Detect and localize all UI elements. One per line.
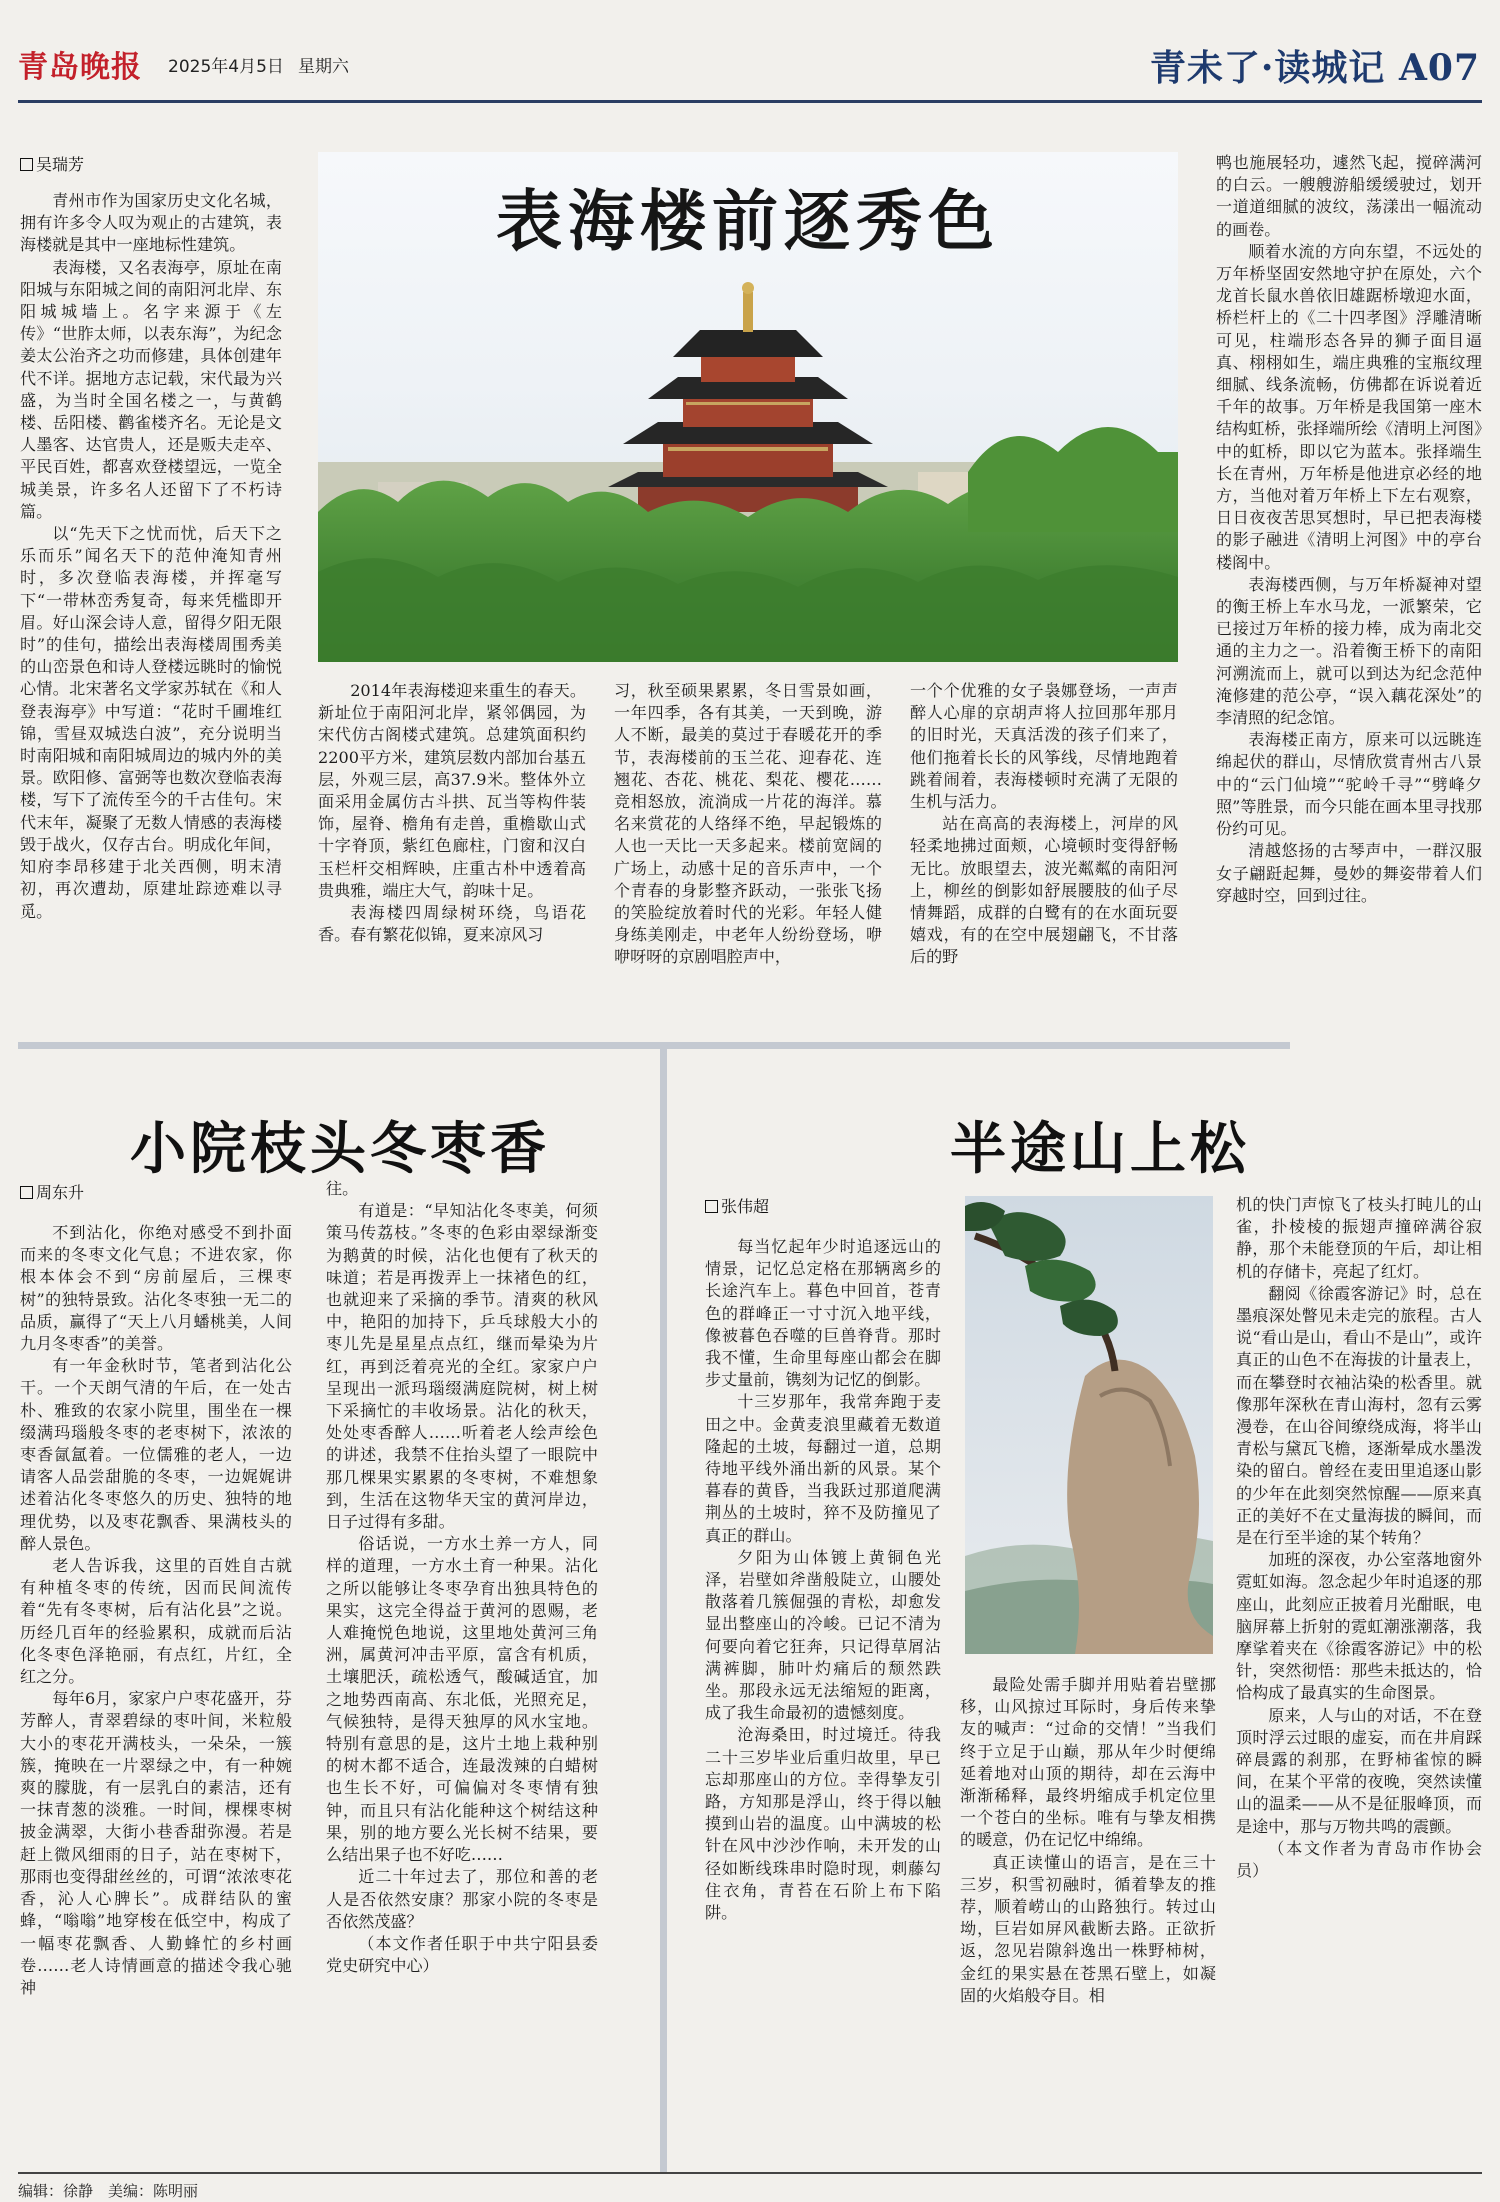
article3-column-1: 每当忆起年少时追逐远山的情景，记忆总定格在那辆离乡的长途汽车上。暮色中回首，苍青色的群峰正一寸寸沉入地平线，像被暮色吞噬的巨兽脊背。那时我不懂，生命里每座山都会在脚步丈量前，镌刻为记忆的倒影。 十三岁那年，我常奔跑于麦田之中。金黄麦浪里藏着无数道隆起的土坡，每翻过一道，总期待地平线外涌出新的风景。某个暮春的黄昏，当我跃过那道爬满荆丛的土坡时，猝不及防撞见了真正的群山。 夕阳为山体镀上黄铜色光泽，岩壁如斧凿般陡立，山腰处散落着几簇倔强的青松，却愈发显出整座山的冷峻。已记不清为何要向着它狂奔，只记得草屑沾满裤脚，肺叶灼痛后的颓然跌坐。那段永远无法缩短的距离，成了我生命最初的遗憾刻度。 沧海桑田，时过境迁。待我二十三岁毕业后重归故里，早已忘却那座山的方位。幸得挚友引路，方知那是浮山，终于得以触摸到山岩的温度。山中满坡的松针在风中沙沙作响，未开发的山径如断线珠串时隐时现，刺藤勾住衣角，青苔在石阶上布下陷阱。	[705, 1237, 941, 1923]
article1-byline: 吴瑞芳	[20, 152, 84, 175]
bottom-rule	[18, 2172, 1482, 2174]
article1-column-1: 青州市作为国家历史文化名城，拥有许多令人叹为观止的古建筑，表海楼就是其中一座地标性建筑。 表海楼，又名表海亭，原址在南阳城与东阳城之间的南阳河北岸、东阳城城墙上。名字来源于《左传》“世胙太师，以表东海”，为纪念姜太公治齐之功而修建，具体创建年代不详。据地方志记载，宋代最为兴盛，为当时全国名楼之一，与黄鹤楼、岳阳楼、鹳雀楼齐名。无论是文人墨客、达官贵人，还是贩夫走卒、平民百姓，都喜欢登楼望远，一览全城美景，许多名人还留下了不朽诗篇。 以“先天下之忧而忧，后天下之乐而乐”闻名天下的范仲淹知青州时，多次登临表海楼，并挥毫写下“一带林峦秀复奇，每来凭槛即开眉。好山深会诗人意，留得夕阳无限时”的佳句，描绘出表海楼周围秀美的山峦景色和诗人登楼远眺时的愉悦心情。北宋著名文学家苏轼在《和人登表海亭》中写道：“花时千圃堆红锦，雪昼双城迭白波”，充分说明当时南阳城和南阳城周边的城内外的美景。欧阳修、富弼等也数次登临表海楼，写下了流传至今的千古佳句。宋代末年，凝聚了无数人情感的表海楼毁于战火，仅存古台。明成化年间，知府李昂移建于北关西侧，明末清初，再次遭劫，原建址踪迹难以寻觅。	[20, 191, 282, 921]
article1-column-4: 一个个优雅的女子袅娜登场，一声声醉人心扉的京胡声将人拉回那年那月的旧时光，天真活泼的孩子们来了，他们拖着长长的风筝线，尽情地跑着跳着闹着，表海楼顿时充满了无限的生机与活力。 站在高高的表海楼上，河岸的风轻柔地拂过面颊，心境顿时变得舒畅无比。放眼望去，波光粼粼的南阳河上，柳丝的倒影如舒展腰肢的仙子尽情舞蹈，成群的白鹭有的在水面玩耍嬉戏，有的在空中展翅翩飞，不甘落后的野	[910, 681, 1178, 967]
article3-title: 半途山上松	[950, 1116, 1250, 1182]
article3-column-3: 机的快门声惊飞了枝头打盹儿的山雀，扑棱棱的振翅声撞碎满谷寂静，那个未能登顶的午后，却让相机的存储卡，亮起了红灯。 翻阅《徐霞客游记》时，总在墨痕深处瞥见未走完的旅程。古人说“看山是山，看山不是山”，或许真正的山色不在海拔的计量表上，而在攀登时衣袖沾染的松香里。就像那年深秋在青山海村，忽有云雾漫卷，在山谷间缭绕成海，将半山青松与黛瓦飞檐，逐渐晕成水墨泼染的留白。曾经在麦田里追逐山影的少年在此刻突然惊醒——原来真正的美好不在丈量海拔的瞬间，而是在行至半途的某个转角？ 加班的深夜，办公室落地窗外霓虹如海。忽念起少年时追逐的那座山，此刻应正披着月光酣眠，电脑屏幕上折射的霓虹潮涨潮落，我摩挲着夹在《徐霞客游记》中的松针，突然彻悟：那些未抵达的，恰恰构成了最真实的生命图景。 原来，人与山的对话，不在登顶时浮云过眼的虚妄，而在井肩踩碎晨露的刹那，在野柿雀惊的瞬间，在某个平常的夜晚，突然读懂山的温柔——从不是征服峰顶，而是途中，那与万物共鸣的震颤。 （本文作者为青岛市作协会员）	[1236, 1195, 1482, 1881]
article3-column-2: 最险处需手脚并用贴着岩壁挪移，山风掠过耳际时，身后传来挚友的喊声：“过命的交情！”当我们终于立足于山巅，那从年少时便绵延着地对山顶的期待，却在云海中渐渐稀释，最终坍缩成手机定位里一个苍白的坐标。唯有与挚友相携的暖意，仍在记忆中绵绵。 真正读懂山的语言，是在三十三岁，积雪初融时，循着挚友的推荐，顺着崂山的山路独行。转过山坳，巨岩如屏风截断去路。正欲折返，忽见岩隙斜逸出一株野柿树，金红的果实悬在苍黑石壁上，如凝固的火焰般夺目。相	[960, 1675, 1216, 2005]
article1-title: 表海楼前逐秀色	[496, 182, 1000, 260]
article1-column-2: 2014年表海楼迎来重生的春天。新址位于南阳河北岸，紧邻偶园，为宋代仿古阁楼式建筑。总建筑面积约2200平方米，建筑层数内部加台基五层，外观三层，高37.9米。整体外立面采用金属仿古斗拱、瓦当等构件装饰，屋脊、檐角有走兽，重檐歇山式十字脊顶，紫红色廊柱，门窗和汉白玉栏杆交相辉映，庄重古朴中透着高贵典雅，端庄大气，韵味十足。 表海楼四周绿树环绕，鸟语花香。春有繁花似锦，夏来凉风习	[318, 681, 586, 945]
article1-column-3: 习，秋至硕果累累，冬日雪景如画，一年四季，各有其美，一天到晚，游人不断，最美的莫过于春暖花开的季节，表海楼前的玉兰花、迎春花、连翘花、杏花、桃花、梨花、樱花……竞相怒放，流淌成一片花的海洋。慕名来赏花的人络绎不绝，早起锻炼的人也一天比一天多起来。楼前宽阔的广场上，动感十足的音乐声中，一个个青春的身影整齐跃动，一张张飞扬的笑脸绽放着时代的光彩。年轻人健身练美刚走，中老年人纷纷登场，咿咿呀呀的京剧唱腔声中，	[614, 681, 882, 967]
article2-title: 小院枝头冬枣香	[130, 1116, 550, 1182]
section-page-title: 青未了·读城记 A07	[1149, 47, 1480, 89]
issue-weekday: 星期六	[298, 57, 349, 77]
vertical-divider	[660, 1042, 667, 2172]
article2-column-2: 往。 有道是：“早知沾化冬枣美，何须策马传荔枝。”冬枣的色彩由翠绿渐变为鹅黄的时候，沾化也便有了秋天的味道；若是再拨弄上一抹褚色的红，也就迎来了采摘的季节。清爽的秋风中，艳阳的加持下，乒乓球般大小的枣儿先是星星点点红，继而晕染为片红，再到泛着亮光的全红。家家户户呈现出一派玛瑙缀满庭院树，树上树下采摘忙的丰收场景。沾化的秋天，处处枣香醉人……听着老人绘声绘色的讲述，我禁不住抬头望了一眼院中那几棵果实累累的冬枣树，不难想象到，生活在这物华天宝的黄河岸边，日子过得有多甜。 俗话说，一方水土养一方人，同样的道理，一方水土育一种果。沾化之所以能够让冬枣孕育出独具特色的果实，这完全得益于黄河的恩赐，老人难掩悦色地说，这里地处黄河三角洲，属黄河冲击平原，富含有机质，土壤肥沃，疏松透气，酸碱适宜，加之地势西南高、东北低，光照充足，气候独特，是得天独厚的风水宝地。特别有意思的是，这片土地上栽种别的树木都不适合，连最泼辣的白蜡树也生长不好，可偏偏对冬枣情有独钟，而且只有沾化能种这个树结这种果，别的地方要么光长树不结果，要么结出果子也不好吃…… 近二十年过去了，那位和善的老人是否依然安康？那家小院的冬枣是否依然茂盛？ （本文作者任职于中共宁阳县委党史研究中心）	[326, 1179, 598, 1976]
article1-column-5: 鸭也施展轻功，遽然飞起，搅碎满河的白云。一艘艘游船缓缓驶过，划开一道道细腻的波纹，荡漾出一幅流动的画卷。 顺着水流的方向东望，不远处的万年桥坚固安然地守护在原处，六个龙首长鼠水兽依旧雄踞桥墩迎水面，桥栏杆上的《二十四孝图》浮雕清晰可见，柱端形态各异的狮子面目逼真、栩栩如生，端庄典雅的宝瓶纹理细腻、线条流畅，仿佛都在诉说着近千年的故事。万年桥是我国第一座木结构虹桥，张择端所绘《清明上河图》中的虹桥，即以它为蓝本。张择端生长在青州，万年桥是他进京必经的地方，当他对着万年桥上下左右观察，日日夜夜苦思冥想时，早已把表海楼的影子融进《清明上河图》中的亭台楼阁中。 表海楼西侧，与万年桥凝神对望的衡王桥上车水马龙，一派繁荣，它已接过万年桥的接力棒，成为南北交通的主力之一。沿着衡王桥下的南阳河溯流而上，就可以到达为纪念范仲淹修建的范公亭，“误入藕花深处”的李清照的纪念馆。 表海楼正南方，原来可以远眺连绵起伏的群山，尽情欣赏青州古八景中的“云门仙境”“驼岭千寻”“劈峰夕照”等胜景，而今只能在画本里寻找那份约可见。 清越悠扬的古琴声中，一群汉服女子翩跹起舞，曼妙的舞姿带着人们穿越时空，回到过往。	[1216, 153, 1482, 905]
horizontal-divider	[18, 1042, 1290, 1049]
article3-byline: 张伟超	[705, 1194, 769, 1217]
article2-byline: 周东升	[20, 1180, 84, 1203]
article2-column-1: 不到沾化，你绝对感受不到扑面而来的冬枣文化气息；不进农家，你根本体会不到“房前屋后，三棵枣树”的独特景致。沾化冬枣独一无二的品质，赢得了“天上八月蟠桃美，人间九月冬枣香”的美誉。 有一年金秋时节，笔者到沾化公干。一个天朗气清的午后，在一处古朴、雅致的农家小院里，围坐在一棵缀满玛瑙般冬枣的老枣树下，浓浓的枣香氤氲着。一位儒雅的老人，一边请客人品尝甜脆的冬枣，一边娓娓讲述着沾化冬枣悠久的历史、独特的地理优势，以及枣花飘香、果满枝头的醉人景色。 老人告诉我，这里的百姓自古就有种植冬枣的传统，因而民间流传着“先有冬枣树，后有沾化县”之说。历经几百年的经验累积，成就而后沾化冬枣色泽艳丽，有点红，片红，全红之分。 每年6月，家家户户枣花盛开，芬芳醉人，青翠碧绿的枣叶间，米粒般大小的枣花开满枝头，一朵朵，一簇簇，掩映在一片翠绿之中，有一种婉爽的朦胧，有一层乳白的素洁，还有一抹青葱的淡雅。一时间，棵棵枣树披金满翠，大街小巷香甜弥漫。若是赶上微风细雨的日子，站在枣树下，那雨也变得甜丝丝的，可谓“浓浓枣花香，沁人心脾长”。成群结队的蜜蜂，“嗡嗡”地穿梭在低空中，构成了一幅枣花飘香、人勤蜂忙的乡村画卷……老人诗情画意的描述令我心驰神	[20, 1223, 292, 1997]
mountain-pine-photo	[965, 1196, 1213, 1654]
newspaper-logo: 青岛晚报	[18, 50, 142, 85]
masthead	[0, 0, 1500, 120]
issue-date: 2025年4月5日	[168, 57, 284, 77]
top-rule	[18, 100, 1482, 103]
editor-credits: 编辑：徐静 美编：陈明丽	[18, 2182, 199, 2200]
